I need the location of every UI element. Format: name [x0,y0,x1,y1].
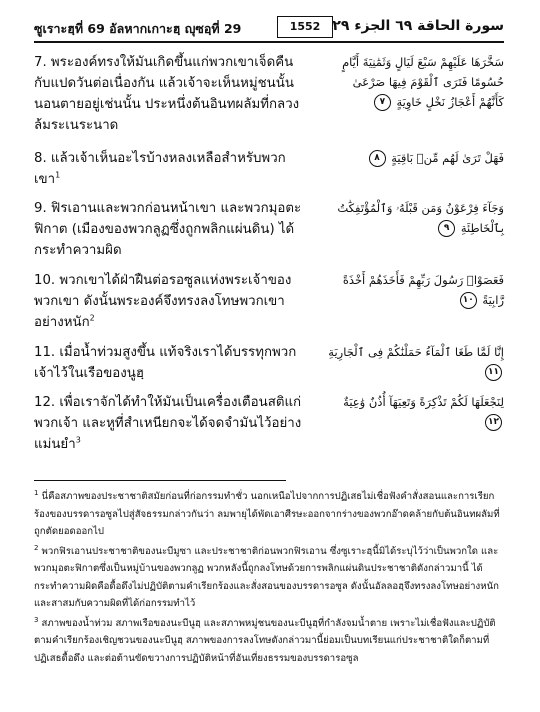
verse-row [34,270,504,342]
verse-translation: 12. เพื่อเราจักได้ทำให้มันเป็นเครื่องเตือนสติแก่พวกเจ้า และหูที่สำเหนียกจะได้จดจำมันไว้อย่างแม่นยำ$^3$ [34,395,302,452]
page-header [34,16,504,38]
verse-arabic: فَعَصَوْا۟ رَسُولَ رَبِّهِمْ فَأَخَذَهُمْ أَخْذَةً رَّابِيَةً ١٠ [342,273,504,307]
verse-row [34,342,504,392]
verse-arabic: وَجَآءَ فِرْعَوْنُ وَمَن قَبْلَهُۥ وَٱلْمُؤْتَفِكَٰتُ بِٱلْخَاطِئَةِ ٩ [337,201,504,235]
verse-translation: 7. พระองค์ทรงให้มันเกิดขึ้นแก่พวกเขาเจ็ดคืนกับแปดวันต่อเนื่องกัน แล้วเจ้าจะเห็นหมู่ชนนั้นนอนตายอยู่เช่นนั้น ประหนึ่งต้นอินทผลัมที่กลวงล้มระเนระนาด [34,55,300,133]
page-number: 1552 [277,16,333,38]
footnote: $^3$ สภาพของน้ำท่วม สภาพเรือของนะบีนูฮฺ และสภาพหมู่ชนของนะบีนูฮฺที่กำลังจมน้ำตาย เพราะไม่เชื่อฟังและปฏิบัติตามคำเรียกร้องเชิญชวนของนะบีนูฮฺ สภาพของการลงโทษดังกล่าวมานี้ย่อมเป็นบทเรียนแก่ประชาชาติใดก็ตามที่ปฏิเสธดื้อดึง และต่อต้านขัดขวางการปฏิบัติหน้าที่อันเที่ยงธรรมของบรรดารอซูล [34,615,496,664]
verse-number-marker: ١٢ [485,414,502,431]
verse-number-marker: ١١ [485,364,502,381]
verse-number-marker: ٨ [369,150,386,167]
verse-translation: 8. แล้วเจ้าเห็นอะไรบ้างหลงเหลือสำหรับพวกเขา$^1$ [34,151,286,187]
verse-number-marker: ٩ [438,220,455,237]
verse-row [34,148,504,198]
surah-header-arabic: سورة الحاقة ٦٩ الجزء ٢٩ [332,18,504,34]
verse-arabic: إِنَّا لَمَّا طَغَا ٱلْمَآءُ حَمَلْنَٰكُمْ فِى ٱلْجَارِيَةِ ١١ [328,342,504,382]
verse-row [34,198,504,270]
footnote: $^1$ นี่คือสภาพของประชาชาติสมัยก่อนที่ก่อกรรมทำชั่ว นอกเหนือไปจากการปฏิเสธไม่เชื่อฟังคำสั่งสอนและการเรียกร้องของบรรดารอซูลไปสู่สัจธรรมกล่าวกันว่า ลมพายุได้พัดเอาศีรษะออกจากร่างของพวกอ๊าดคล้ายกับต้นอินทผลัมที่ถูกตัดยอดออกไป [34,488,500,537]
verse-translation: 11. เมื่อน้ำท่วมสูงขึ้น แท้จริงเราได้บรรทุกพวกเจ้าไว้ในเรือของนูฮฺ [34,345,297,381]
footnotes-section [34,488,504,669]
verse-arabic: فَهَلْ تَرَىٰ لَهُم مِّنۢ بَاقِيَةٍ ٨ [328,148,504,168]
verses-section [34,52,504,464]
verse-arabic: سَخَّرَهَا عَلَيْهِمْ سَبْعَ لَيَالٍ وَثَمَٰنِيَةَ أَيَّامٍ حُسُومًا فَتَرَى ٱلْقَوْمَ فِيهَا صَرْعَىٰ كَأَنَّهُمْ أَعْجَازُ نَخْلٍ خَاوِيَةٍ ٧ [342,55,504,109]
verse-arabic: لِنَجْعَلَهَا لَكُمْ تَذْكِرَةً وَتَعِيَهَآ أُذُنٌ وَٰعِيَةٌ ١٢ [328,392,504,432]
verse-number-marker: ٧ [374,94,391,111]
verse-translation: 9. ฟิรเอานและพวกก่อนหน้าเขา และพวกมุอตะฟิกาต (เมืองของพวกลูฏซึ่งถูกพลิกแผ่นดิน) ได้กระทำความผิด [34,201,302,258]
verse-number-marker: ١٠ [460,292,477,309]
verse-row [34,392,504,464]
verse-translation: 10. พวกเขาได้ฝ่าฝืนต่อรอซูลแห่งพระเจ้าของพวกเขา ดังนั้นพระองค์จึงทรงลงโทษพวกเขาอย่างหนัก$^2$ [34,273,292,330]
surah-header-thai: ซูเราะฮฺที่ 69 อัลหากเกาะฮฺ ญุซอฺที่ 29 [34,21,242,36]
header-divider [34,41,504,43]
footnote-divider [34,480,286,481]
footnote: $^2$ พวกฟิรเอานประชาชาติของนะบีมูซา และประชาชาติก่อนพวกฟิรเอาน ซึ่งซูเราะฮฺนี้มิได้ระบุไว้ว่าเป็นพวกใด และพวกมุอตะฟิกาตซึ่งเป็นหมู่บ้านของพวกลูฏ พวกหลังนี้ถูกลงโทษด้วยการพลิกแผ่นดินประชาชาติดังกล่าวมานี้ ได้กระทำความผิดคือดื้อดึงไม่ปฏิบัติตามคำเรียกร้องและสั่งสอนของบรรดารอซูล ดังนั้นอัลลอฮฺจึงทรงลงโทษอย่างหนักและสาสมกับความผิดที่ได้ก่อกรรมทำไว้ [34,543,499,609]
verse-row [34,52,504,148]
